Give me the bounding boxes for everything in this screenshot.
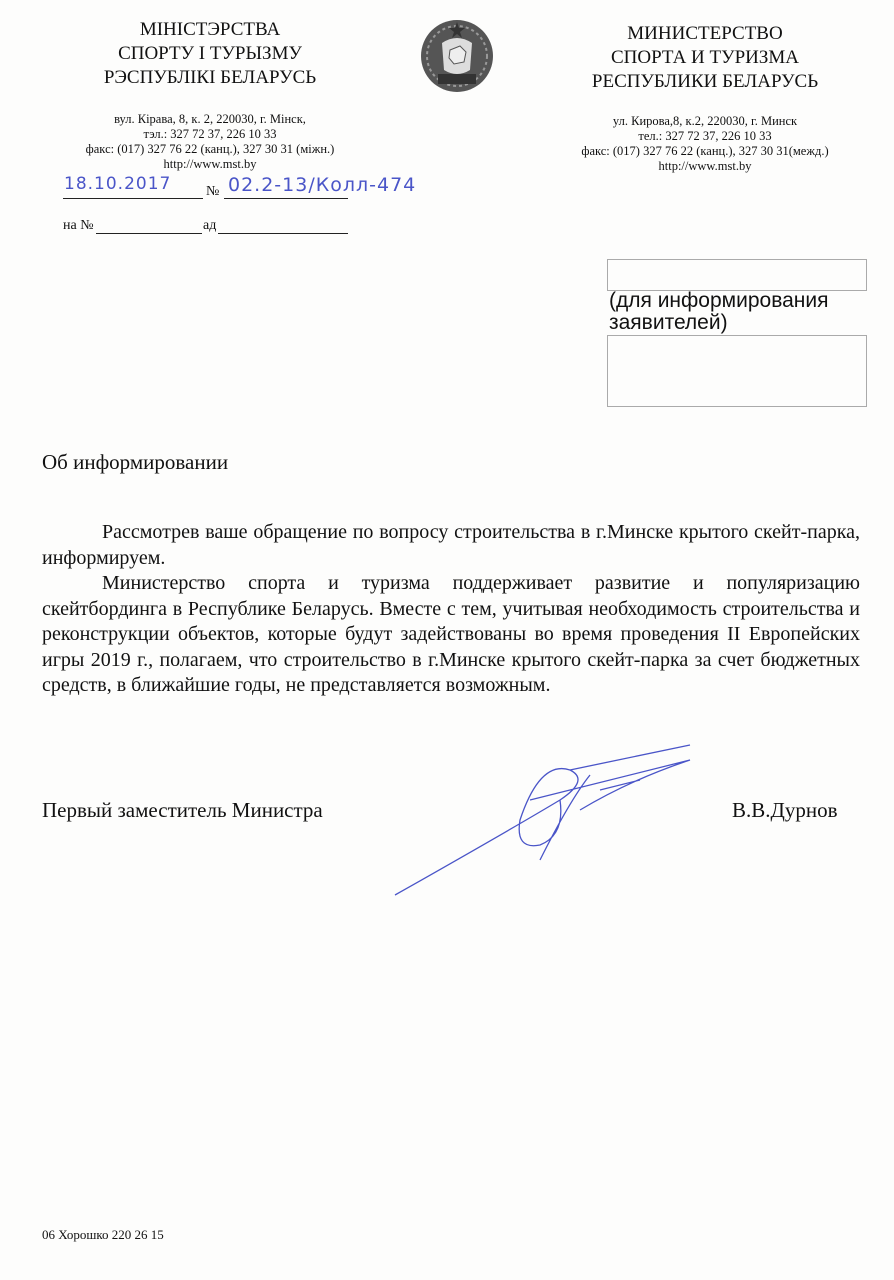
- paragraph: Рассмотрев ваше обращение по вопросу строительства в г.Минске крытого скейт-парка, информируем.: [42, 521, 860, 569]
- address-line: тэл.: 327 72 37, 226 10 33: [143, 127, 277, 141]
- reference-label: на №: [63, 218, 94, 233]
- title-line: СПОРТУ І ТУРЫЗМУ: [118, 43, 302, 64]
- title-line: МІНІСТЭРСТВА: [139, 19, 281, 40]
- title-line: РЭСПУБЛІКІ БЕЛАРУСЬ: [103, 67, 317, 88]
- reference-from-label: ад: [203, 218, 217, 233]
- letter-body: [42, 520, 860, 699]
- registration-number: 02.2-13/Колл-474: [228, 174, 417, 196]
- signatory-position: Первый заместитель Министра: [42, 798, 323, 822]
- header-russian-address: [555, 114, 855, 174]
- title-line: МИНИСТЕРСТВО: [627, 23, 783, 44]
- address-line: http://www.mst.by: [658, 159, 752, 173]
- address-line: факс: (017) 327 76 22 (канц.), 327 30 31(межд.): [581, 144, 829, 158]
- registration-date: 18.10.2017: [64, 174, 172, 194]
- header-russian-title: [560, 22, 850, 94]
- paragraph: Министерство спорта и туризма поддерживает развитие и популяризацию скейтбординга в Республике Беларусь. Вместе с тем, учитывая необходимость строительства и реконструкции объектов, которые будут задействованы во время проведения II Европейских игры 2019 г., полагаем, что строительство в г.Минске крытого скейт-парка за счет бюджетных средств, в ближайшие годы, не представляется возможным.: [42, 572, 860, 696]
- number-label: №: [206, 184, 220, 199]
- title-line: РЕСПУБЛИКИ БЕЛАРУСЬ: [591, 71, 819, 92]
- executor-info: 06 Хорошко 220 26 15: [42, 1227, 164, 1242]
- address-line: факс: (017) 327 76 22 (канц.), 327 30 31 (міжн.): [85, 142, 335, 156]
- signatory-name: В.В.Дурнов: [732, 798, 838, 822]
- subject: Об информировании: [42, 450, 229, 474]
- recipient-box: [607, 259, 867, 291]
- recipient-address-box: [607, 335, 867, 407]
- header-belarusian-address: [40, 112, 380, 172]
- title-line: СПОРТА И ТУРИЗМА: [611, 47, 799, 68]
- header-belarusian-title: [60, 18, 360, 90]
- handwritten-signature-icon: [390, 740, 710, 900]
- address-line: http://www.mst.by: [163, 157, 257, 171]
- address-line: ул. Кирова,8, к.2, 220030, г. Минск: [612, 114, 798, 128]
- address-line: вул. Кірава, 8, к. 2, 220030, г. Мінск,: [114, 112, 306, 126]
- address-line: тел.: 327 72 37, 226 10 33: [638, 129, 772, 143]
- state-emblem-icon: [412, 8, 502, 98]
- recipient-note: (для информирования заявителей): [609, 289, 829, 334]
